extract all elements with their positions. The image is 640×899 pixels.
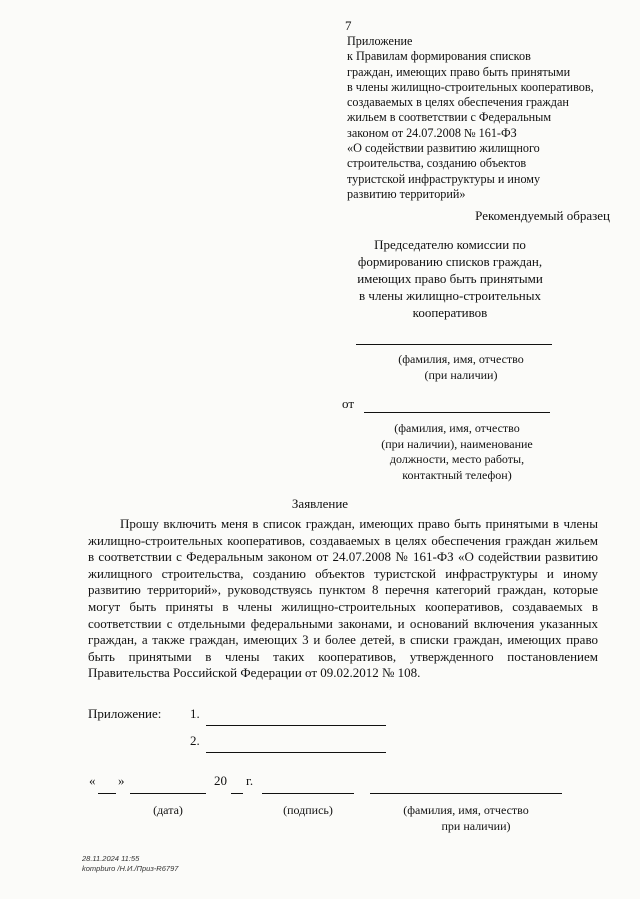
appendix-line: законом от 24.07.2008 № 161-ФЗ	[347, 125, 517, 140]
appendix-line: строительства, созданию объектов	[347, 156, 527, 171]
chairman-name-line[interactable]	[356, 344, 552, 345]
appendix-line: в члены жилищно-строительных кооперативов,	[347, 79, 594, 94]
date-caption: (дата)	[153, 803, 183, 817]
caption-line: (фамилия, имя, отчество	[394, 421, 520, 435]
appendix-line: граждан, имеющих право быть принятыми	[347, 64, 571, 79]
date-open-quote: «	[89, 773, 96, 788]
appendix-line: развитию территорий»	[347, 186, 466, 201]
month-line[interactable]	[130, 793, 206, 794]
sample-label: Рекомендуемый образец	[475, 208, 610, 223]
caption-line: контактный телефон)	[402, 467, 512, 482]
appendix-line: Приложение	[347, 34, 413, 48]
signature-caption: (подпись)	[283, 803, 333, 817]
attachments-label: Приложение:	[88, 706, 162, 721]
appendix-line: туристской инфраструктуры и иному	[347, 171, 541, 186]
year-line[interactable]	[231, 793, 243, 794]
applicant-caption	[356, 421, 558, 483]
date-close-quote: »	[118, 773, 125, 788]
addressee-line: кооперативов	[412, 305, 488, 320]
addressee-line: Председателю комиссии по	[374, 237, 526, 252]
addressee-line: имеющих право быть принятыми	[357, 271, 543, 286]
print-stamp	[82, 854, 178, 874]
attachment-number: 2.	[190, 733, 200, 748]
signature-line[interactable]	[262, 793, 354, 794]
caption-line: (при наличии)	[424, 367, 498, 382]
appendix-line: создаваемых в целях обеспечения граждан	[347, 95, 569, 110]
addressee-line: формированию списков граждан,	[357, 254, 543, 269]
appendix-line: к Правилам формирования списков	[347, 49, 531, 64]
full-name-caption-line2: при наличии)	[441, 819, 511, 833]
document-title: Заявление	[291, 496, 349, 511]
page-number: 7	[345, 18, 352, 33]
appendix-line: жильем в соответствии с Федеральным	[347, 110, 552, 125]
applicant-name-line[interactable]	[364, 412, 550, 413]
full-name-caption-line1: (фамилия, имя, отчество	[403, 803, 529, 817]
year-prefix: 20	[214, 773, 227, 788]
attachment-number: 1.	[190, 706, 200, 721]
full-name-line[interactable]	[370, 793, 562, 794]
statement-paragraph: Прошу включить меня в список граждан, имеющих право быть принятыми в члены жилищно-строительных кооперативов, создаваемых в целях обеспечения граждан жильем в соответствии с Федеральным законом от 24.07.2008 № 161-ФЗ «О содействии развитию жилищного строительства, созданию объектов туристской инфраструктуры и иному развитию территорий», руководствуясь пунктом 8 перечня категорий граждан, которые могут быть приняты в члены жилищно-строительных кооперативов, создаваемых в соответствии с отдельными федеральными законами, и оснований включения указанных граждан, а также граждан, имеющих 3 и более детей, в списки граждан, имеющих право быть принятыми в члены таких кооперативов, утвержденного постановлением Правительства Российской Федерации от 09.02.2012 № 108.	[88, 516, 598, 681]
chairman-caption	[366, 352, 556, 383]
statement-body	[88, 516, 598, 682]
caption-line: (фамилия, имя, отчество	[398, 352, 524, 366]
caption-line: (при наличии), наименование	[381, 436, 533, 451]
from-label: от	[342, 396, 355, 411]
addressee-line: в члены жилищно-строительных	[359, 288, 541, 303]
stamp-source: kompburo /Н.И./Приз-R6797	[82, 864, 179, 873]
attachment-line-2[interactable]	[206, 752, 386, 753]
addressee-block	[340, 236, 560, 321]
year-suffix: г.	[246, 773, 254, 788]
appendix-line: «О содействии развитию жилищного	[347, 141, 540, 156]
stamp-timestamp: 28.11.2024 11:55	[82, 854, 140, 863]
day-line[interactable]	[98, 793, 116, 794]
attachment-line-1[interactable]	[206, 725, 386, 726]
caption-line: должности, место работы,	[389, 452, 525, 466]
appendix-header	[347, 34, 627, 202]
